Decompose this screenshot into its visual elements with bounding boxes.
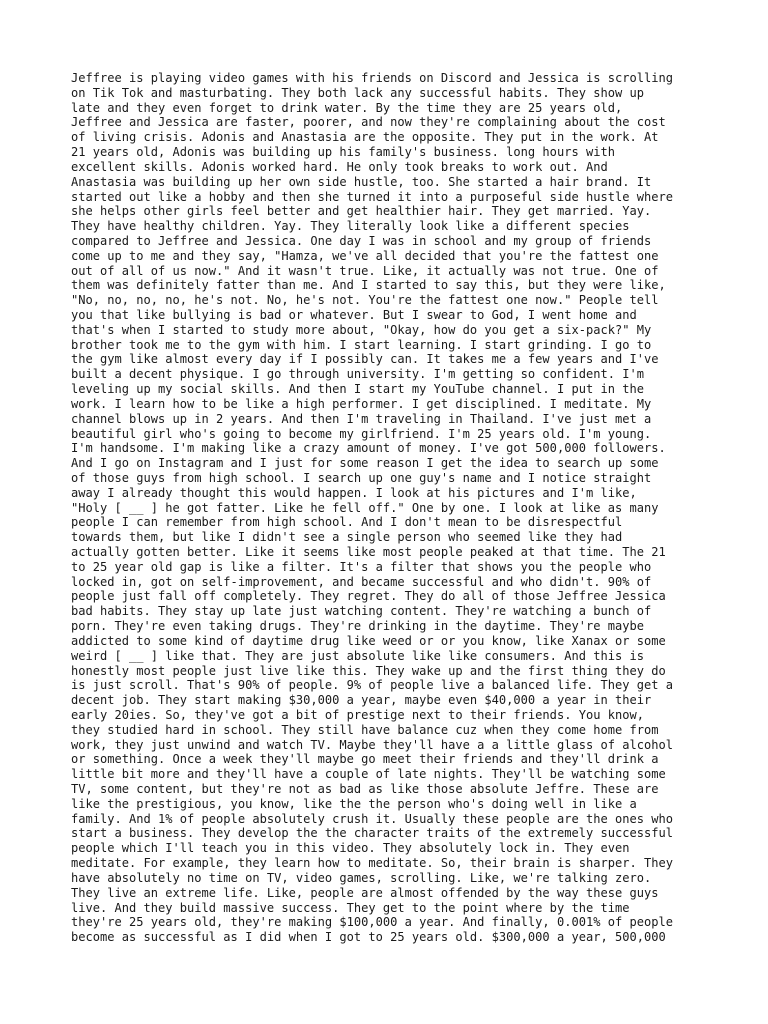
text-line: 21 years old, Adonis was building up his family's business. long hours with — [71, 145, 615, 160]
text-line: Jeffree is playing video games with his friends on Discord and Jessica is scrolling — [71, 71, 673, 85]
text-line: them was definitely fatter than me. And I started to say this, but they were like, — [71, 278, 666, 293]
text-line: out of all of us now." And it wasn't true. Like, it actually was not true. One of — [71, 263, 659, 278]
text-line: she helps other girls feel better and get healthier hair. They get married. Yay. — [71, 204, 652, 219]
text-line: away I already thought this would happen. I look at his pictures and I'm like, — [71, 485, 637, 500]
text-line: or something. Once a week they'll maybe go meet their friends and they'll drink a — [71, 752, 659, 767]
text-line: started out like a hobby and then she turned it into a purposeful side hustle where — [71, 189, 673, 204]
text-line: live. And they build massive success. They get to the point where by the time — [71, 900, 630, 915]
text-line: decent job. They start making $30,000 a year, maybe even $40,000 a year in their — [71, 693, 652, 708]
text-line: TV, some content, but they're not as bad as like those absolute Jeffre. These are — [71, 782, 659, 796]
text-line: work. I learn how to be like a high performer. I get disciplined. I meditate. My — [71, 396, 652, 411]
text-line: come up to me and they say, "Hamza, we've all decided that you're the fattest one — [71, 248, 659, 263]
text-line: And I go on Instagram and I just for some reason I get the idea to search up some — [71, 456, 659, 471]
text-line: channel blows up in 2 years. And then I'm traveling in Thailand. I've just met a — [71, 411, 652, 426]
text-line: "Holy [ __ ] he got fatter. Like he fell off." One by one. I look at like as many — [71, 500, 659, 515]
text-line: is just scroll. That's 90% of people. 9% of people live a balanced life. They get a — [71, 678, 673, 693]
text-line: actually gotten better. Like it seems like most people peaked at that time. The 21 — [71, 545, 666, 559]
text-line: addicted to some kind of daytime drug like weed or or you know, like Xanax or some — [71, 633, 666, 648]
text-line: "No, no, no, no, he's not. No, he's not. You're the fattest one now." People tell — [71, 293, 659, 308]
text-line: honestly most people just live like this. They wake up and the first thing they do — [71, 663, 666, 678]
text-line: little bit more and they'll have a couple of late nights. They'll be watching some — [71, 767, 666, 782]
text-line: They live an extreme life. Like, people are almost offended by the way these guys — [71, 885, 659, 900]
text-line: towards them, but like I didn't see a single person who seemed like they had — [71, 530, 623, 545]
text-line: beautiful girl who's going to become my girlfriend. I'm 25 years old. I'm young. — [71, 426, 652, 441]
text-line: of those guys from high school. I search up one guy's name and I notice straight — [71, 470, 652, 485]
text-line: of living crisis. Adonis and Anastasia are the opposite. They put in the work. At — [71, 130, 659, 145]
text-line: on Tik Tok and masturbating. They both lack any successful habits. They show up — [71, 85, 644, 100]
text-line: leveling up my social skills. And then I start my YouTube channel. I put in the — [71, 382, 644, 397]
text-line: brother took me to the gym with him. I start learning. I start grinding. I go to — [71, 337, 652, 352]
text-line: the gym like almost every day if I possibly can. It takes me a few years and I've — [71, 352, 659, 367]
text-line: become as successful as I did when I got to 25 years old. $300,000 a year, 500,000 — [71, 930, 666, 945]
text-line: people I can remember from high school. And I don't mean to be disrespectful — [71, 515, 623, 530]
text-line: built a decent physique. I go through university. I'm getting so confident. I'm — [71, 367, 644, 382]
text-line: they studied hard in school. They still have balance cuz when they come home from — [71, 722, 659, 737]
text-line: Anastasia was building up her own side hustle, too. She started a hair brand. It — [71, 174, 652, 189]
text-line: you that like bullying is bad or whatever. But I swear to God, I went home and — [71, 308, 637, 322]
text-line: They have healthy children. Yay. They literally look like a different species — [71, 219, 630, 234]
text-line: I'm handsome. I'm making like a crazy amount of money. I've got 500,000 followers. — [71, 441, 666, 456]
text-line: Jeffree and Jessica are faster, poorer, and now they're complaining about the cost — [71, 115, 666, 130]
text-line: to 25 year old gap is like a filter. It's a filter that shows you the people who — [71, 559, 652, 574]
text-line: people just fall off completely. They regret. They do all of those Jeffree Jessica — [71, 589, 666, 604]
text-line: locked in, got on self-improvement, and became successful and who didn't. 90% of — [71, 574, 652, 589]
document-page — [71, 71, 701, 945]
text-line: family. And 1% of people absolutely crush it. Usually these people are the ones who — [71, 811, 673, 826]
text-line: compared to Jeffree and Jessica. One day I was in school and my group of friends — [71, 233, 652, 248]
text-line: start a business. They develop the the character traits of the extremely successful — [71, 826, 673, 841]
text-line: work, they just unwind and watch TV. Maybe they'll have a a little glass of alcohol — [71, 737, 673, 752]
text-line: people which I'll teach you in this video. They absolutely lock in. They even — [71, 841, 630, 856]
text-line: that's when I started to study more about, "Okay, how do you get a six-pack?" My — [71, 322, 652, 337]
body-text — [71, 71, 701, 945]
text-line: excellent skills. Adonis worked hard. He only took breaks to work out. And — [71, 159, 608, 174]
text-line: they're 25 years old, they're making $100,000 a year. And finally, 0.001% of people — [71, 915, 673, 930]
text-line: early 20ies. So, they've got a bit of prestige next to their friends. You know, — [71, 707, 644, 722]
text-line: have absolutely no time on TV, video games, scrolling. Like, we're talking zero. — [71, 870, 652, 885]
text-line: weird [ __ ] like that. They are just absolute like like consumers. And this is — [71, 648, 644, 663]
text-line: late and they even forget to drink water. By the time they are 25 years old, — [71, 100, 623, 115]
text-line: bad habits. They stay up late just watching content. They're watching a bunch of — [71, 604, 652, 619]
text-line: meditate. For example, they learn how to meditate. So, their brain is sharper. They — [71, 856, 673, 871]
text-line: like the prestigious, you know, like the the person who's doing well in like a — [71, 796, 637, 811]
text-line: porn. They're even taking drugs. They're drinking in the daytime. They're maybe — [71, 619, 644, 634]
